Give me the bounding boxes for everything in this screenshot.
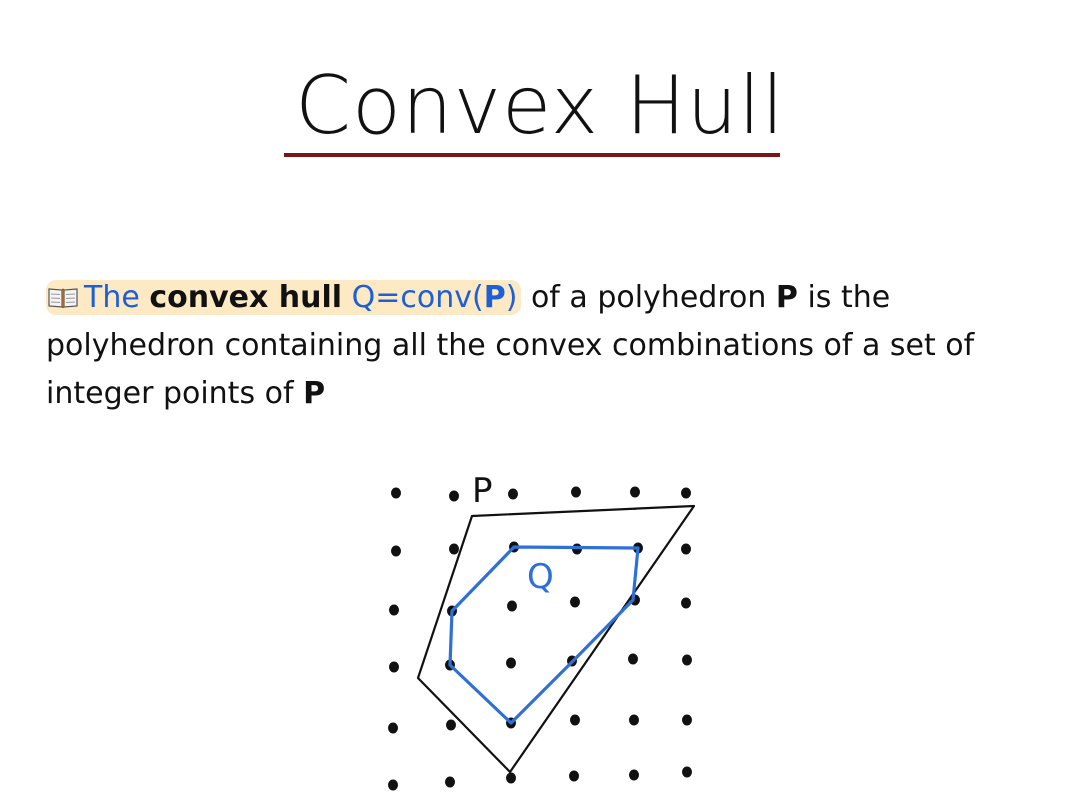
lattice-point — [391, 546, 401, 557]
open-book-icon — [48, 285, 78, 309]
lattice-point — [629, 715, 639, 726]
term-convex-hull: convex hull — [149, 280, 343, 315]
lattice-point — [571, 487, 581, 498]
slide-title: Convex Hull — [295, 59, 785, 152]
definition-text-rest: is the polyhedron containing all the convex combinations of a set of integer points of — [46, 280, 975, 411]
lattice-point — [508, 489, 518, 500]
lattice-point — [388, 723, 398, 734]
lattice-point — [445, 777, 455, 788]
lattice-point — [446, 720, 456, 731]
lattice-point — [681, 544, 691, 555]
definition-notation-p: P — [483, 280, 506, 315]
lattice-point — [389, 662, 399, 673]
definition-notation: Q=conv( — [342, 280, 484, 315]
integer-lattice — [388, 487, 692, 791]
title-underline — [284, 153, 780, 157]
lattice-point — [681, 598, 691, 609]
lattice-point — [449, 544, 459, 555]
lattice-point — [507, 601, 517, 612]
lattice-point — [570, 715, 580, 726]
lattice-point — [629, 770, 639, 781]
definition-notation-close: ) — [505, 280, 518, 315]
definition-polyhedron-p: P — [775, 280, 798, 315]
lattice-point — [570, 597, 580, 608]
lattice-point — [682, 715, 692, 726]
lattice-point — [681, 488, 691, 499]
lattice-point — [506, 773, 516, 784]
label-p: P — [472, 471, 493, 511]
definition-final-p: P — [303, 376, 326, 411]
definition-text — [46, 274, 1036, 418]
lattice-point — [682, 655, 692, 666]
convex-hull-figure — [360, 460, 720, 800]
lattice-point — [628, 654, 638, 665]
label-q: Q — [527, 557, 554, 597]
definition-highlight — [46, 280, 521, 315]
lattice-point — [630, 487, 640, 498]
definition-text-middle: of a polyhedron — [521, 280, 776, 315]
definition-text-the: The — [84, 280, 150, 315]
lattice-point — [449, 491, 459, 502]
lattice-point — [569, 771, 579, 782]
lattice-point — [506, 658, 516, 669]
lattice-point — [389, 605, 399, 616]
lattice-point — [682, 767, 692, 778]
lattice-point — [388, 780, 398, 791]
lattice-point — [391, 488, 401, 499]
